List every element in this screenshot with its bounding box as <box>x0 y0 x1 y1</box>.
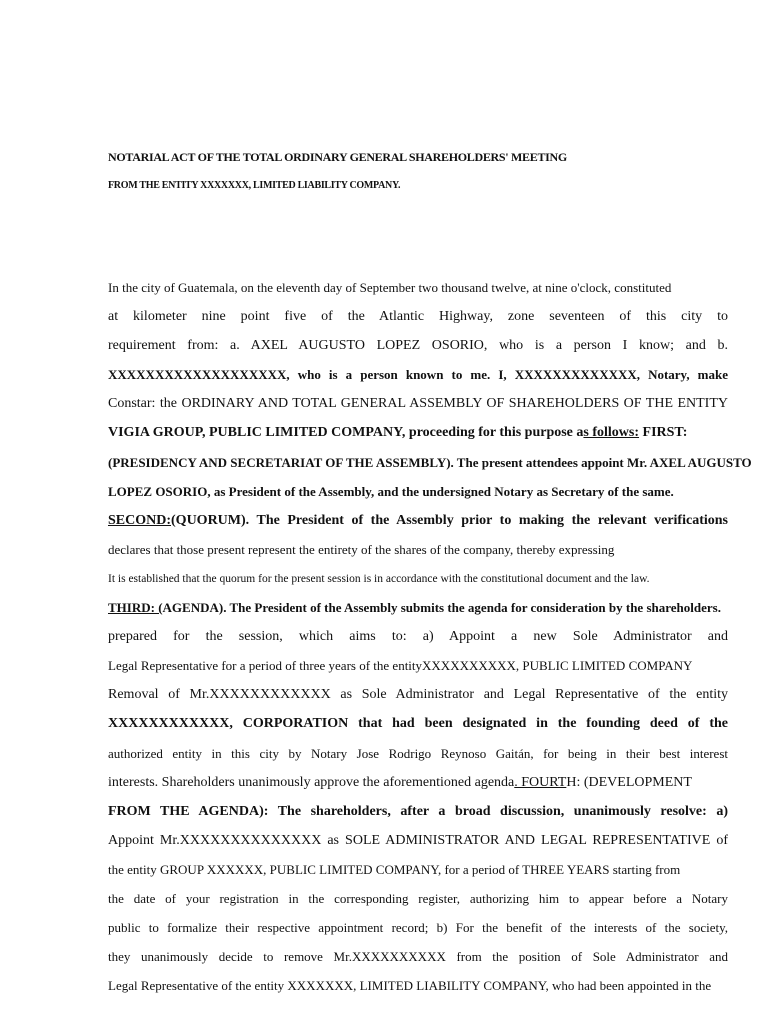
body-line: Appoint Mr.XXXXXXXXXXXXXX as SOLE ADMINISTRATOR AND LEGAL REPRESENTATIVE of <box>108 832 728 848</box>
section-heading-fourth: . FOURT <box>514 774 567 790</box>
body-line: the date of your registration in the corresponding register, authorizing him to appear before a Notary <box>108 890 728 906</box>
body-text-run: interests. Shareholders unanimously approve the aforementioned agenda <box>108 774 515 790</box>
section-heading-second: SECOND: <box>108 512 172 528</box>
document-body <box>108 278 752 1005</box>
body-text-run: H: (DEVELOPMENT <box>566 774 692 790</box>
body-line: declares that those present represent the entirety of the shares of the company, thereby expressing <box>108 541 615 557</box>
body-line: they unanimously decide to remove Mr.XXXXXXXXXX from the position of Sole Administrator and <box>108 949 728 965</box>
body-line: It is established that the quorum for the present session is in accordance with the constitutional document and the law. <box>108 572 650 585</box>
body-line <box>108 511 728 540</box>
body-line: In the city of Guatemala, on the eleventh day of September two thousand twelve, at nine o'clock, constituted <box>108 280 672 295</box>
body-text-run: (QUORUM). The President of the Assembly prior to making the relevant verifications <box>171 512 728 528</box>
body-line: XXXXXXXXXXXX, CORPORATION that had been designated in the founding deed of the <box>108 716 728 732</box>
body-line: authorized entity in this city by Notary Jose Rodrigo Reynoso Gaitán, for being in their best interest <box>108 745 728 761</box>
underlined-text: s follows: <box>583 425 640 441</box>
body-line: requirement from: a. AXEL AUGUSTO LOPEZ OSORIO, who is a person I know; and b. <box>108 338 728 354</box>
body-line: Legal Representative of the entity XXXXXXX, LIMITED LIABILITY COMPANY, who had been appointed in the <box>108 978 712 994</box>
body-text-run: AGENDA). The President of the Assembly submits the agenda for consideration by the shareholders. <box>162 600 721 616</box>
body-text-run: VIGIA GROUP, PUBLIC LIMITED COMPANY, proceeding for this purpose a <box>108 425 584 441</box>
body-line: prepared for the session, which aims to: a) Appoint a new Sole Administrator and <box>108 629 728 645</box>
body-line: Legal Representative for a period of three years of the entityXXXXXXXXXX, PUBLIC LIMITED COMPANY <box>108 658 693 674</box>
document-title: NOTARIAL ACT OF THE TOTAL ORDINARY GENERAL SHAREHOLDERS' MEETING <box>108 150 567 164</box>
body-line <box>108 773 728 802</box>
body-line: LOPEZ OSORIO, as President of the Assembly, and the undersigned Notary as Secretary of the same. <box>108 483 674 499</box>
body-line: Constar: the ORDINARY AND TOTAL GENERAL ASSEMBLY OF SHAREHOLDERS OF THE ENTITY <box>108 396 728 412</box>
body-text-run: FIRST: <box>639 425 688 441</box>
body-line <box>108 423 728 452</box>
body-line: Removal of Mr.XXXXXXXXXXXX as Sole Administrator and Legal Representative of the entity <box>108 687 728 703</box>
body-line: at kilometer nine point five of the Atlantic Highway, zone seventeen of this city to <box>108 309 728 325</box>
body-line <box>108 598 728 627</box>
body-line: (PRESIDENCY AND SECRETARIAT OF THE ASSEMBLY). The present attendees appoint Mr. AXEL AUGUSTO <box>108 454 752 470</box>
document-subtitle: FROM THE ENTITY XXXXXXX, LIMITED LIABILITY COMPANY. <box>108 180 401 191</box>
section-heading-third: THIRD: ( <box>108 600 163 616</box>
body-line: the entity GROUP XXXXXX, PUBLIC LIMITED COMPANY, for a period of THREE YEARS starting from <box>108 861 681 877</box>
body-line: public to formalize their respective appointment record; b) For the benefit of the interests of the society, <box>108 920 728 936</box>
body-line: FROM THE AGENDA): The shareholders, after a broad discussion, unanimously resolve: a) <box>108 803 728 819</box>
body-line: XXXXXXXXXXXXXXXXXXX, who is a person known to me. I, XXXXXXXXXXXXX, Notary, make <box>108 367 728 383</box>
